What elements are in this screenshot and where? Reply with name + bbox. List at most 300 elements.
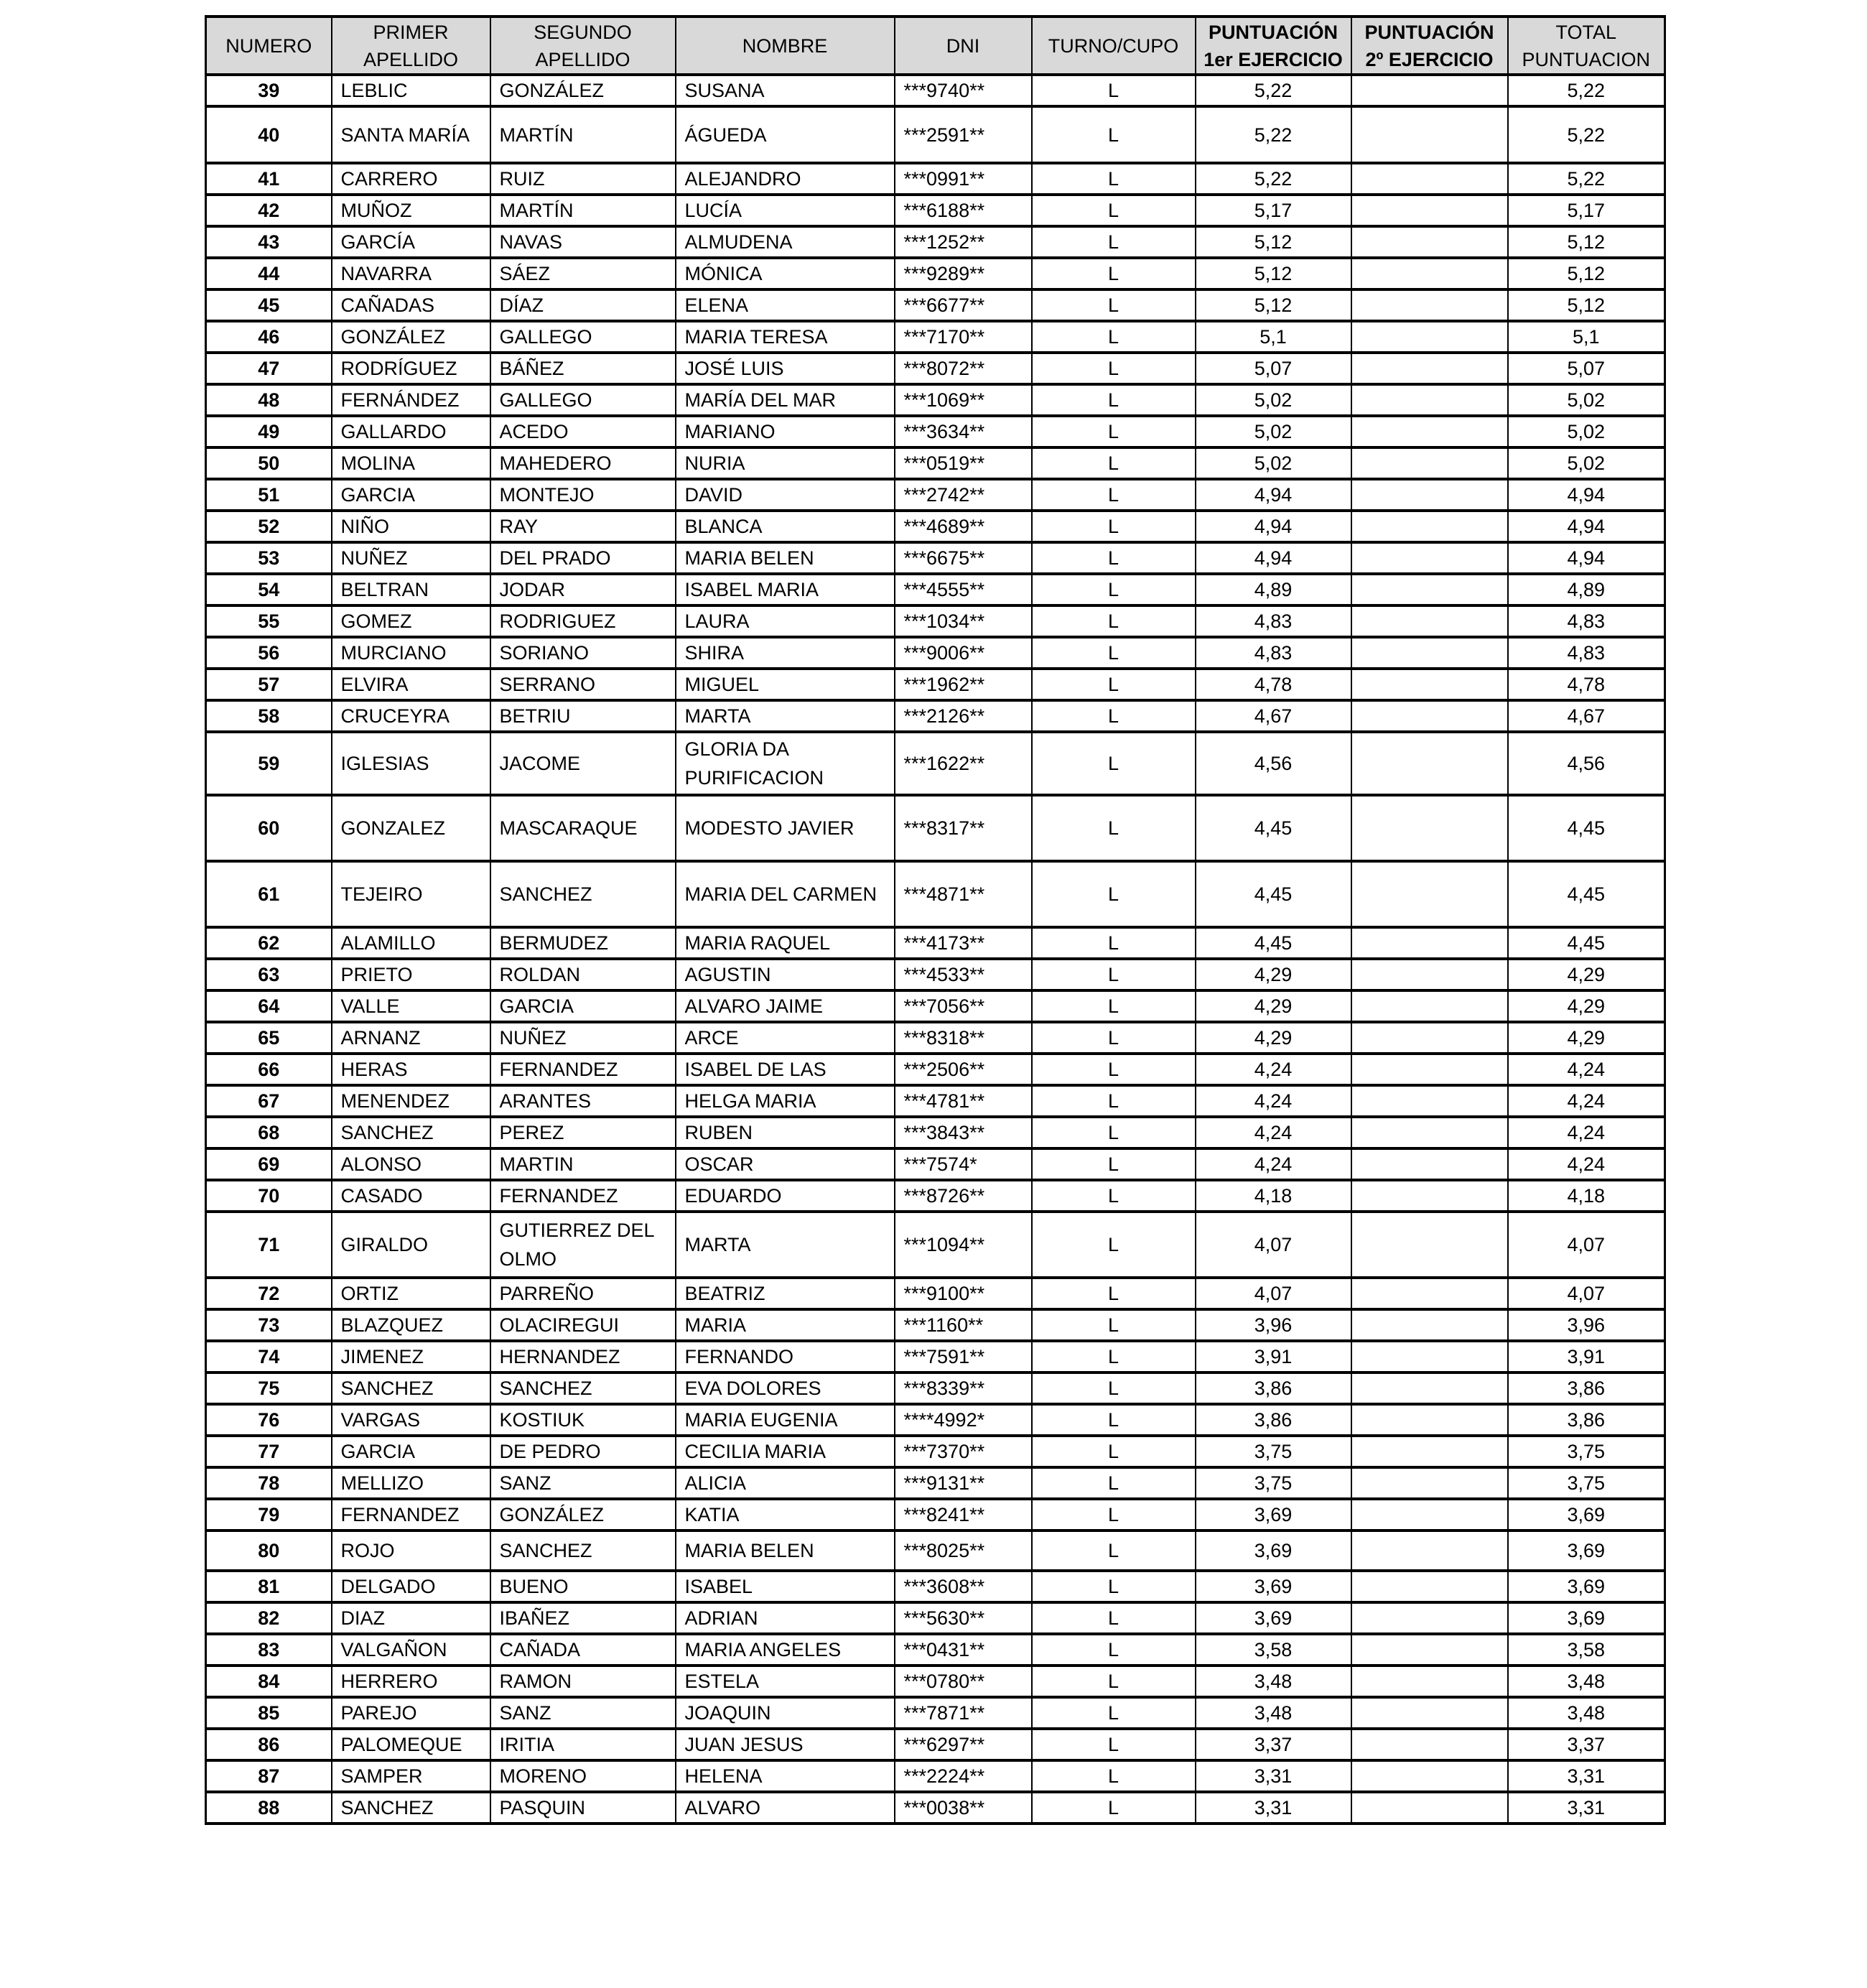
cell-segundo-apellido: RAY <box>490 511 676 542</box>
cell-puntuacion-2 <box>1351 1180 1508 1212</box>
cell-puntuacion-1: 4,56 <box>1196 732 1351 795</box>
cell-primer-apellido: PALOMEQUE <box>332 1729 490 1760</box>
cell-dni: ***8339** <box>895 1372 1032 1404</box>
cell-total: 4,89 <box>1508 574 1665 605</box>
cell-puntuacion-1: 3,96 <box>1196 1309 1351 1341</box>
cell-nombre: SUSANA <box>676 75 895 106</box>
cell-nombre: ALVARO JAIME <box>676 990 895 1022</box>
cell-puntuacion-1: 3,48 <box>1196 1697 1351 1729</box>
cell-primer-apellido: JIMENEZ <box>332 1341 490 1372</box>
cell-puntuacion-2 <box>1351 795 1508 861</box>
cell-nombre: MARIA RAQUEL <box>676 927 895 959</box>
cell-total: 3,58 <box>1508 1634 1665 1666</box>
cell-segundo-apellido: SANCHEZ <box>490 1372 676 1404</box>
cell-turno-cupo: L <box>1032 479 1196 511</box>
cell-nombre: HELENA <box>676 1760 895 1792</box>
cell-dni: ***4689** <box>895 511 1032 542</box>
cell-segundo-apellido: SANZ <box>490 1467 676 1499</box>
cell-segundo-apellido: BERMUDEZ <box>490 927 676 959</box>
cell-nombre: NURIA <box>676 447 895 479</box>
cell-puntuacion-2 <box>1351 1697 1508 1729</box>
cell-numero: 86 <box>206 1729 332 1760</box>
cell-segundo-apellido: IRITIA <box>490 1729 676 1760</box>
cell-total: 4,18 <box>1508 1180 1665 1212</box>
cell-total: 5,1 <box>1508 321 1665 353</box>
cell-puntuacion-1: 3,69 <box>1196 1602 1351 1634</box>
table-row <box>206 1180 1665 1212</box>
cell-numero: 51 <box>206 479 332 511</box>
cell-dni: ***6677** <box>895 289 1032 321</box>
cell-dni: ***2224** <box>895 1760 1032 1792</box>
cell-total: 4,45 <box>1508 861 1665 927</box>
cell-dni: ***9100** <box>895 1278 1032 1309</box>
cell-primer-apellido: MOLINA <box>332 447 490 479</box>
cell-numero: 87 <box>206 1760 332 1792</box>
cell-puntuacion-1: 4,24 <box>1196 1148 1351 1180</box>
cell-numero: 62 <box>206 927 332 959</box>
cell-nombre: ARCE <box>676 1022 895 1054</box>
header-puntuacion-2: PUNTUACIÓN 2º EJERCICIO <box>1351 17 1508 75</box>
cell-nombre: ADRIAN <box>676 1602 895 1634</box>
cell-dni: ***9006** <box>895 637 1032 669</box>
cell-segundo-apellido: MAHEDERO <box>490 447 676 479</box>
cell-puntuacion-2 <box>1351 1499 1508 1531</box>
cell-primer-apellido: CASADO <box>332 1180 490 1212</box>
cell-puntuacion-2 <box>1351 447 1508 479</box>
cell-segundo-apellido: MARTIN <box>490 1148 676 1180</box>
cell-turno-cupo: L <box>1032 795 1196 861</box>
cell-total: 3,86 <box>1508 1404 1665 1436</box>
cell-turno-cupo: L <box>1032 1085 1196 1117</box>
cell-total: 3,91 <box>1508 1341 1665 1372</box>
table-row <box>206 605 1665 637</box>
cell-primer-apellido: SANCHEZ <box>332 1372 490 1404</box>
cell-puntuacion-2 <box>1351 1022 1508 1054</box>
cell-puntuacion-2 <box>1351 732 1508 795</box>
cell-dni: ***0780** <box>895 1666 1032 1697</box>
cell-turno-cupo: L <box>1032 990 1196 1022</box>
cell-puntuacion-1: 3,86 <box>1196 1404 1351 1436</box>
cell-puntuacion-1: 4,07 <box>1196 1212 1351 1278</box>
cell-nombre: BEATRIZ <box>676 1278 895 1309</box>
cell-turno-cupo: L <box>1032 605 1196 637</box>
cell-total: 4,07 <box>1508 1278 1665 1309</box>
header-nombre: NOMBRE <box>676 17 895 75</box>
cell-numero: 54 <box>206 574 332 605</box>
cell-dni: ***7370** <box>895 1436 1032 1467</box>
cell-nombre: ALEJANDRO <box>676 163 895 195</box>
cell-puntuacion-2 <box>1351 511 1508 542</box>
cell-puntuacion-1: 5,17 <box>1196 195 1351 226</box>
cell-dni: ***0991** <box>895 163 1032 195</box>
table-row <box>206 75 1665 106</box>
cell-numero: 52 <box>206 511 332 542</box>
cell-segundo-apellido: GALLEGO <box>490 384 676 416</box>
cell-segundo-apellido: SANCHEZ <box>490 861 676 927</box>
cell-primer-apellido: VARGAS <box>332 1404 490 1436</box>
cell-nombre: OSCAR <box>676 1148 895 1180</box>
cell-dni: ***0038** <box>895 1792 1032 1824</box>
cell-puntuacion-1: 5,12 <box>1196 289 1351 321</box>
cell-puntuacion-2 <box>1351 1760 1508 1792</box>
cell-primer-apellido: DIAZ <box>332 1602 490 1634</box>
cell-primer-apellido: GOMEZ <box>332 605 490 637</box>
cell-dni: ***2742** <box>895 479 1032 511</box>
table-row <box>206 1085 1665 1117</box>
cell-puntuacion-1: 5,02 <box>1196 416 1351 447</box>
cell-puntuacion-2 <box>1351 1792 1508 1824</box>
cell-puntuacion-2 <box>1351 1666 1508 1697</box>
cell-total: 3,75 <box>1508 1436 1665 1467</box>
cell-dni: ***3608** <box>895 1571 1032 1602</box>
cell-turno-cupo: L <box>1032 1666 1196 1697</box>
cell-numero: 65 <box>206 1022 332 1054</box>
cell-turno-cupo: L <box>1032 195 1196 226</box>
cell-turno-cupo: L <box>1032 1180 1196 1212</box>
cell-nombre: MARIANO <box>676 416 895 447</box>
cell-puntuacion-1: 5,22 <box>1196 163 1351 195</box>
cell-segundo-apellido: ACEDO <box>490 416 676 447</box>
cell-puntuacion-1: 3,48 <box>1196 1666 1351 1697</box>
cell-turno-cupo: L <box>1032 1212 1196 1278</box>
table-row <box>206 1697 1665 1729</box>
cell-primer-apellido: DELGADO <box>332 1571 490 1602</box>
cell-total: 3,37 <box>1508 1729 1665 1760</box>
cell-nombre: MARIA BELEN <box>676 1531 895 1571</box>
cell-segundo-apellido: JODAR <box>490 574 676 605</box>
cell-primer-apellido: LEBLIC <box>332 75 490 106</box>
cell-turno-cupo: L <box>1032 447 1196 479</box>
cell-puntuacion-2 <box>1351 1372 1508 1404</box>
cell-puntuacion-2 <box>1351 1117 1508 1148</box>
cell-nombre: KATIA <box>676 1499 895 1531</box>
cell-puntuacion-2 <box>1351 353 1508 384</box>
cell-primer-apellido: FERNÁNDEZ <box>332 384 490 416</box>
cell-primer-apellido: BELTRAN <box>332 574 490 605</box>
cell-total: 3,69 <box>1508 1499 1665 1531</box>
cell-segundo-apellido: IBAÑEZ <box>490 1602 676 1634</box>
cell-primer-apellido: VALGAÑON <box>332 1634 490 1666</box>
cell-puntuacion-1: 4,94 <box>1196 542 1351 574</box>
cell-segundo-apellido: MORENO <box>490 1760 676 1792</box>
table-row <box>206 1341 1665 1372</box>
cell-turno-cupo: L <box>1032 574 1196 605</box>
cell-dni: ***1160** <box>895 1309 1032 1341</box>
cell-turno-cupo: L <box>1032 700 1196 732</box>
cell-segundo-apellido: KOSTIUK <box>490 1404 676 1436</box>
cell-puntuacion-1: 4,18 <box>1196 1180 1351 1212</box>
table-row <box>206 1212 1665 1278</box>
cell-puntuacion-1: 5,22 <box>1196 106 1351 163</box>
header-row <box>206 17 1665 75</box>
cell-total: 3,31 <box>1508 1792 1665 1824</box>
cell-dni: ***8072** <box>895 353 1032 384</box>
table-row <box>206 1404 1665 1436</box>
cell-numero: 73 <box>206 1309 332 1341</box>
table-row <box>206 669 1665 700</box>
cell-primer-apellido: CAÑADAS <box>332 289 490 321</box>
cell-segundo-apellido: BETRIU <box>490 700 676 732</box>
cell-primer-apellido: PRIETO <box>332 959 490 990</box>
cell-total: 4,24 <box>1508 1054 1665 1085</box>
cell-dni: ***8317** <box>895 795 1032 861</box>
cell-puntuacion-1: 4,83 <box>1196 605 1351 637</box>
cell-segundo-apellido: BUENO <box>490 1571 676 1602</box>
cell-primer-apellido: GONZÁLEZ <box>332 321 490 353</box>
cell-puntuacion-1: 4,67 <box>1196 700 1351 732</box>
cell-puntuacion-1: 5,12 <box>1196 258 1351 289</box>
cell-nombre: MARTA <box>676 700 895 732</box>
cell-segundo-apellido: PEREZ <box>490 1117 676 1148</box>
cell-turno-cupo: L <box>1032 1792 1196 1824</box>
cell-total: 4,56 <box>1508 732 1665 795</box>
cell-turno-cupo: L <box>1032 1729 1196 1760</box>
cell-turno-cupo: L <box>1032 1278 1196 1309</box>
cell-numero: 59 <box>206 732 332 795</box>
cell-puntuacion-1: 3,86 <box>1196 1372 1351 1404</box>
table-row <box>206 1309 1665 1341</box>
cell-total: 5,17 <box>1508 195 1665 226</box>
cell-puntuacion-1: 4,24 <box>1196 1085 1351 1117</box>
cell-numero: 88 <box>206 1792 332 1824</box>
table-row <box>206 163 1665 195</box>
cell-turno-cupo: L <box>1032 927 1196 959</box>
cell-numero: 53 <box>206 542 332 574</box>
cell-numero: 75 <box>206 1372 332 1404</box>
cell-numero: 74 <box>206 1341 332 1372</box>
cell-primer-apellido: MELLIZO <box>332 1467 490 1499</box>
cell-puntuacion-2 <box>1351 321 1508 353</box>
cell-puntuacion-2 <box>1351 195 1508 226</box>
cell-dni: ***1034** <box>895 605 1032 637</box>
cell-nombre: MARIA EUGENIA <box>676 1404 895 1436</box>
table-row <box>206 1602 1665 1634</box>
cell-dni: ***1094** <box>895 1212 1032 1278</box>
header-segundo-apellido: SEGUNDO APELLIDO <box>490 17 676 75</box>
cell-puntuacion-1: 4,94 <box>1196 479 1351 511</box>
cell-primer-apellido: MURCIANO <box>332 637 490 669</box>
cell-numero: 83 <box>206 1634 332 1666</box>
cell-segundo-apellido: SÁEZ <box>490 258 676 289</box>
cell-numero: 72 <box>206 1278 332 1309</box>
cell-primer-apellido: SANCHEZ <box>332 1792 490 1824</box>
cell-puntuacion-1: 5,12 <box>1196 226 1351 258</box>
table-row <box>206 106 1665 163</box>
cell-segundo-apellido: DEL PRADO <box>490 542 676 574</box>
cell-segundo-apellido: DE PEDRO <box>490 1436 676 1467</box>
cell-segundo-apellido: PARREÑO <box>490 1278 676 1309</box>
table-row <box>206 1436 1665 1467</box>
cell-primer-apellido: FERNANDEZ <box>332 1499 490 1531</box>
cell-total: 3,69 <box>1508 1531 1665 1571</box>
cell-nombre: BLANCA <box>676 511 895 542</box>
cell-primer-apellido: NUÑEZ <box>332 542 490 574</box>
cell-nombre: DAVID <box>676 479 895 511</box>
cell-numero: 60 <box>206 795 332 861</box>
cell-numero: 58 <box>206 700 332 732</box>
cell-turno-cupo: L <box>1032 1341 1196 1372</box>
cell-dni: ***2126** <box>895 700 1032 732</box>
cell-segundo-apellido: GONZÁLEZ <box>490 1499 676 1531</box>
cell-total: 4,94 <box>1508 511 1665 542</box>
cell-dni: ***8318** <box>895 1022 1032 1054</box>
cell-puntuacion-2 <box>1351 1341 1508 1372</box>
cell-puntuacion-2 <box>1351 1309 1508 1341</box>
cell-dni: ***5630** <box>895 1602 1032 1634</box>
table-row <box>206 1531 1665 1571</box>
cell-turno-cupo: L <box>1032 637 1196 669</box>
cell-nombre: ISABEL DE LAS <box>676 1054 895 1085</box>
cell-puntuacion-2 <box>1351 1148 1508 1180</box>
cell-turno-cupo: L <box>1032 1760 1196 1792</box>
table-row <box>206 1666 1665 1697</box>
cell-total: 4,24 <box>1508 1148 1665 1180</box>
cell-segundo-apellido: NUÑEZ <box>490 1022 676 1054</box>
cell-segundo-apellido: FERNANDEZ <box>490 1054 676 1085</box>
cell-primer-apellido: IGLESIAS <box>332 732 490 795</box>
cell-puntuacion-2 <box>1351 75 1508 106</box>
cell-primer-apellido: BLAZQUEZ <box>332 1309 490 1341</box>
cell-turno-cupo: L <box>1032 1467 1196 1499</box>
cell-numero: 39 <box>206 75 332 106</box>
cell-puntuacion-2 <box>1351 1212 1508 1278</box>
cell-turno-cupo: L <box>1032 226 1196 258</box>
cell-turno-cupo: L <box>1032 1436 1196 1467</box>
cell-dni: ***7591** <box>895 1341 1032 1372</box>
cell-nombre: JUAN JESUS <box>676 1729 895 1760</box>
cell-puntuacion-2 <box>1351 1729 1508 1760</box>
cell-dni: ***1069** <box>895 384 1032 416</box>
cell-puntuacion-1: 4,89 <box>1196 574 1351 605</box>
cell-turno-cupo: L <box>1032 1022 1196 1054</box>
cell-total: 3,86 <box>1508 1372 1665 1404</box>
cell-segundo-apellido: FERNANDEZ <box>490 1180 676 1212</box>
cell-turno-cupo: L <box>1032 289 1196 321</box>
cell-dni: ***7170** <box>895 321 1032 353</box>
table-row <box>206 226 1665 258</box>
cell-nombre: EVA DOLORES <box>676 1372 895 1404</box>
cell-segundo-apellido: GALLEGO <box>490 321 676 353</box>
header-numero: NUMERO <box>206 17 332 75</box>
cell-turno-cupo: L <box>1032 1054 1196 1085</box>
cell-numero: 49 <box>206 416 332 447</box>
cell-dni: ***4871** <box>895 861 1032 927</box>
cell-nombre: ELENA <box>676 289 895 321</box>
cell-puntuacion-1: 4,29 <box>1196 1022 1351 1054</box>
table-row <box>206 732 1665 795</box>
cell-segundo-apellido: DÍAZ <box>490 289 676 321</box>
cell-primer-apellido: SANCHEZ <box>332 1117 490 1148</box>
cell-total: 3,69 <box>1508 1571 1665 1602</box>
cell-puntuacion-2 <box>1351 700 1508 732</box>
cell-numero: 69 <box>206 1148 332 1180</box>
cell-total: 3,96 <box>1508 1309 1665 1341</box>
cell-dni: ***9740** <box>895 75 1032 106</box>
header-total: TOTAL PUNTUACION <box>1508 17 1665 75</box>
cell-dni: ***2506** <box>895 1054 1032 1085</box>
cell-puntuacion-2 <box>1351 574 1508 605</box>
cell-puntuacion-1: 4,45 <box>1196 861 1351 927</box>
cell-numero: 43 <box>206 226 332 258</box>
cell-segundo-apellido: ARANTES <box>490 1085 676 1117</box>
cell-segundo-apellido: GARCIA <box>490 990 676 1022</box>
table-row <box>206 1022 1665 1054</box>
cell-numero: 77 <box>206 1436 332 1467</box>
cell-turno-cupo: L <box>1032 384 1196 416</box>
cell-segundo-apellido: ROLDAN <box>490 959 676 990</box>
cell-puntuacion-1: 3,69 <box>1196 1531 1351 1571</box>
cell-puntuacion-1: 4,94 <box>1196 511 1351 542</box>
cell-nombre: MARIA BELEN <box>676 542 895 574</box>
cell-primer-apellido: CARRERO <box>332 163 490 195</box>
cell-segundo-apellido: GUTIERREZ DEL OLMO <box>490 1212 676 1278</box>
cell-puntuacion-2 <box>1351 1467 1508 1499</box>
cell-nombre: AGUSTIN <box>676 959 895 990</box>
cell-puntuacion-2 <box>1351 1404 1508 1436</box>
table-row <box>206 1278 1665 1309</box>
table-row <box>206 959 1665 990</box>
cell-puntuacion-1: 5,22 <box>1196 75 1351 106</box>
cell-numero: 66 <box>206 1054 332 1085</box>
cell-segundo-apellido: SERRANO <box>490 669 676 700</box>
cell-nombre: SHIRA <box>676 637 895 669</box>
cell-nombre: ISABEL <box>676 1571 895 1602</box>
cell-primer-apellido: ELVIRA <box>332 669 490 700</box>
cell-puntuacion-2 <box>1351 1436 1508 1467</box>
table-row <box>206 1054 1665 1085</box>
cell-segundo-apellido: HERNANDEZ <box>490 1341 676 1372</box>
cell-dni: ***9131** <box>895 1467 1032 1499</box>
cell-segundo-apellido: BÁÑEZ <box>490 353 676 384</box>
table-row <box>206 574 1665 605</box>
cell-puntuacion-1: 4,78 <box>1196 669 1351 700</box>
header-primer-apellido: PRIMER APELLIDO <box>332 17 490 75</box>
table-row <box>206 637 1665 669</box>
cell-primer-apellido: TEJEIRO <box>332 861 490 927</box>
cell-puntuacion-1: 5,02 <box>1196 447 1351 479</box>
table-row <box>206 1760 1665 1792</box>
cell-puntuacion-2 <box>1351 669 1508 700</box>
cell-total: 5,12 <box>1508 226 1665 258</box>
table-row <box>206 1792 1665 1824</box>
cell-primer-apellido: ARNANZ <box>332 1022 490 1054</box>
cell-total: 3,69 <box>1508 1602 1665 1634</box>
cell-total: 3,31 <box>1508 1760 1665 1792</box>
cell-primer-apellido: MUÑOZ <box>332 195 490 226</box>
cell-primer-apellido: GARCIA <box>332 1436 490 1467</box>
cell-dni: ***3634** <box>895 416 1032 447</box>
cell-turno-cupo: L <box>1032 732 1196 795</box>
cell-turno-cupo: L <box>1032 1571 1196 1602</box>
cell-numero: 48 <box>206 384 332 416</box>
cell-turno-cupo: L <box>1032 959 1196 990</box>
table-row <box>206 927 1665 959</box>
cell-primer-apellido: SAMPER <box>332 1760 490 1792</box>
cell-segundo-apellido: NAVAS <box>490 226 676 258</box>
cell-puntuacion-2 <box>1351 289 1508 321</box>
cell-primer-apellido: NAVARRA <box>332 258 490 289</box>
cell-primer-apellido: GARCÍA <box>332 226 490 258</box>
cell-primer-apellido: ORTIZ <box>332 1278 490 1309</box>
cell-segundo-apellido: PASQUIN <box>490 1792 676 1824</box>
cell-primer-apellido: GIRALDO <box>332 1212 490 1278</box>
table-row <box>206 1729 1665 1760</box>
cell-primer-apellido: NIÑO <box>332 511 490 542</box>
table-row <box>206 321 1665 353</box>
cell-numero: 82 <box>206 1602 332 1634</box>
cell-total: 4,24 <box>1508 1117 1665 1148</box>
cell-turno-cupo: L <box>1032 75 1196 106</box>
